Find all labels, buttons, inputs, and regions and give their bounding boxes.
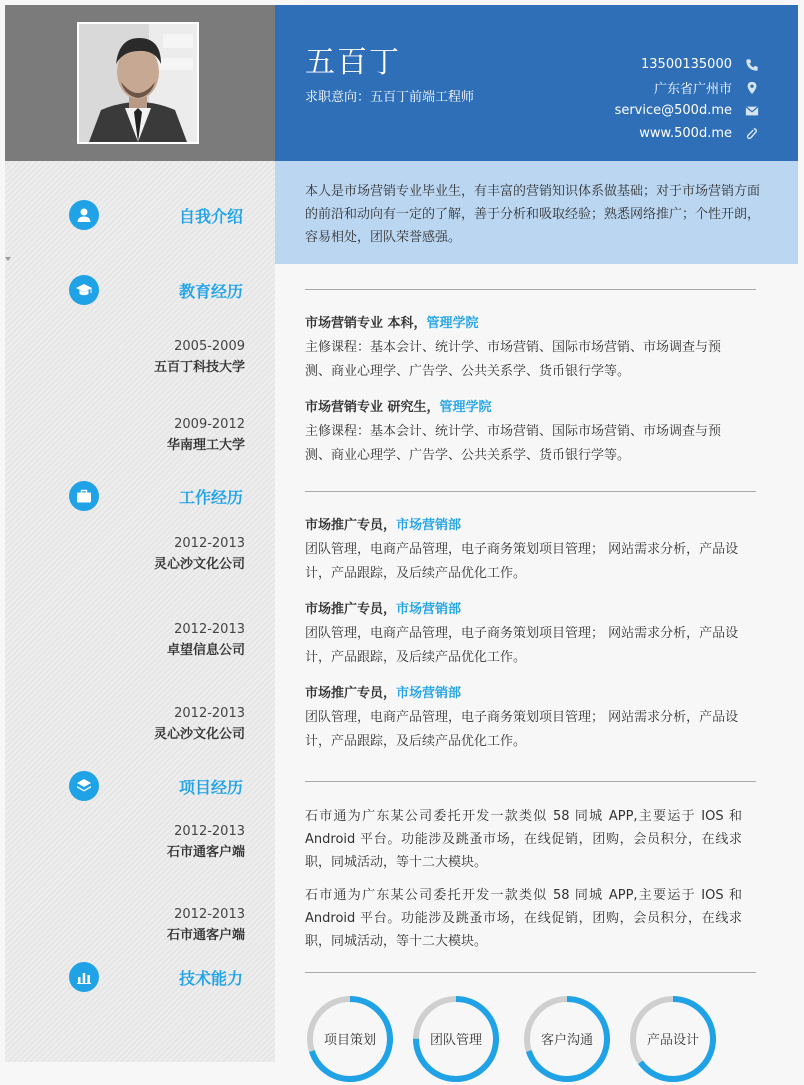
education-detail-body: 主修课程：基本会计、统计学、市场营销、国际市场营销、市场调查与预测、商业心理学、广告学、公共关系学、货币银行学等。 <box>305 424 722 463</box>
project-entry-2 <box>167 905 245 947</box>
education-detail-body: 主修课程：基本会计、统计学、市场营销、国际市场营销、市场调查与预测、商业心理学、广告学、公共关系学、货币银行学等。 <box>305 340 722 379</box>
section-projects-header <box>5 771 275 805</box>
job-intent: 求职意向：五百丁前端工程师 <box>305 90 475 105</box>
section-title-education: 教育经历 <box>178 282 243 301</box>
education-detail-head: 市场营销专业 本科，管理学院 <box>305 316 479 331</box>
skill-circle-1 <box>304 993 396 1085</box>
work-date: 2012-2013 <box>174 706 245 721</box>
user-icon <box>69 200 99 230</box>
intro-text: 本人是市场营销专业毕业生，有丰富的营销知识体系做基础；对于市场营销方面的前沿和动向有一定的了解，善于分析和吸取经验；熟悉网络推广；个性开朗，容易相处，团队荣誉感强。 <box>275 161 798 264</box>
location-icon <box>744 80 760 96</box>
work-company: 卓望信息公司 <box>166 643 245 658</box>
header-panel <box>275 5 798 161</box>
section-title-skills: 技术能力 <box>178 969 243 988</box>
photo-panel <box>5 5 275 161</box>
project-name: 石市通客户端 <box>166 845 245 860</box>
skill-circle-2 <box>410 993 502 1085</box>
project-detail-1: 石市通为广东某公司委托开发一款类似 58 同城 APP,主要运于 IOS 和 Android 平台。功能涉及跳蚤市场，在线促销，团购，会员积分，在线求职，同城活动，等十二大模块。 <box>305 809 742 870</box>
work-date: 2012-2013 <box>174 622 245 637</box>
education-detail-2 <box>305 396 745 468</box>
work-detail-dept: 市场营销部 <box>396 686 462 701</box>
work-detail-head: 市场推广专员，市场营销部 <box>305 602 462 617</box>
contact-website <box>500 122 760 145</box>
education-divider <box>305 289 756 290</box>
education-detail-1 <box>305 312 745 384</box>
work-date: 2012-2013 <box>174 536 245 551</box>
project-date: 2012-2013 <box>174 907 245 922</box>
website-text[interactable]: www.500d.me <box>639 126 732 141</box>
skills-divider <box>305 972 756 973</box>
layers-icon <box>69 771 99 801</box>
education-school: 华南理工大学 <box>166 438 245 453</box>
education-detail-college: 管理学院 <box>426 316 479 331</box>
skill-label: 客户沟通 <box>540 1033 593 1048</box>
education-school: 五百丁科技大学 <box>153 360 245 375</box>
project-name: 石市通客户端 <box>166 928 245 943</box>
education-entry-2 <box>167 415 245 457</box>
contact-location <box>500 76 760 99</box>
skill-circle-3 <box>521 993 613 1085</box>
mail-icon <box>744 103 760 119</box>
education-detail-head: 市场营销专业 研究生，管理学院 <box>305 400 492 415</box>
section-title-work: 工作经历 <box>178 488 243 507</box>
link-icon <box>744 126 760 142</box>
section-title-projects: 项目经历 <box>178 778 243 797</box>
graduation-cap-icon <box>69 275 99 305</box>
section-skills-header <box>5 962 275 996</box>
work-entry-1 <box>154 534 245 576</box>
section-title-intro: 自我介绍 <box>178 207 243 226</box>
work-entry-3 <box>154 704 245 746</box>
briefcase-icon <box>69 481 99 511</box>
education-detail-college: 管理学院 <box>439 400 492 415</box>
left-column <box>5 161 275 1062</box>
education-date: 2009-2012 <box>174 417 245 432</box>
work-detail-head: 市场推广专员，市场营销部 <box>305 686 462 701</box>
work-company: 灵心沙文化公司 <box>153 727 245 742</box>
project-detail-2: 石市通为广东某公司委托开发一款类似 58 同城 APP,主要运于 IOS 和 Android 平台。功能涉及跳蚤市场，在线促销，团购，会员积分，在线求职，同城活动，等十二大模块。 <box>305 888 742 949</box>
section-education-header <box>5 275 275 309</box>
education-date: 2005-2009 <box>174 339 245 354</box>
contact-email <box>500 99 760 122</box>
phone-icon <box>744 57 760 73</box>
section-work-header <box>5 481 275 515</box>
work-divider <box>305 491 756 492</box>
skill-circle-4 <box>627 993 719 1085</box>
work-detail-1 <box>305 514 745 586</box>
project-entry-1 <box>167 822 245 864</box>
work-entry-2 <box>167 620 245 662</box>
work-detail-2 <box>305 598 745 670</box>
contact-list <box>500 53 760 145</box>
work-detail-body: 团队管理，电商产品管理，电子商务策划项目管理； 网站需求分析，产品设计，产品跟踪，及后续产品优化工作。 <box>305 710 739 749</box>
work-detail-body: 团队管理，电商产品管理，电子商务策划项目管理； 网站需求分析，产品设计，产品跟踪，及后续产品优化工作。 <box>305 626 739 665</box>
work-detail-dept: 市场营销部 <box>396 518 462 533</box>
education-entry-1 <box>154 337 245 379</box>
work-company: 灵心沙文化公司 <box>153 557 245 572</box>
scroll-marker <box>5 257 11 261</box>
work-detail-3 <box>305 682 745 754</box>
section-intro-header <box>5 200 275 234</box>
profile-photo <box>77 22 199 144</box>
resume <box>5 5 798 1062</box>
work-detail-head: 市场推广专员，市场营销部 <box>305 518 462 533</box>
work-detail-dept: 市场营销部 <box>396 602 462 617</box>
bar-chart-icon <box>69 962 99 992</box>
project-divider <box>305 781 756 782</box>
email-text[interactable]: service@500d.me <box>614 103 732 118</box>
candidate-name: 五百丁 <box>305 45 401 80</box>
project-date: 2012-2013 <box>174 824 245 839</box>
skill-label: 团队管理 <box>429 1033 482 1048</box>
contact-phone <box>500 53 760 76</box>
phone-text[interactable]: 13500135000 <box>641 57 732 72</box>
skill-label: 项目策划 <box>323 1033 376 1048</box>
portrait-image <box>79 24 197 142</box>
work-detail-body: 团队管理，电商产品管理，电子商务策划项目管理； 网站需求分析，产品设计，产品跟踪，及后续产品优化工作。 <box>305 542 739 581</box>
skill-label: 产品设计 <box>646 1033 699 1048</box>
location-text: 广东省广州市 <box>653 82 732 97</box>
